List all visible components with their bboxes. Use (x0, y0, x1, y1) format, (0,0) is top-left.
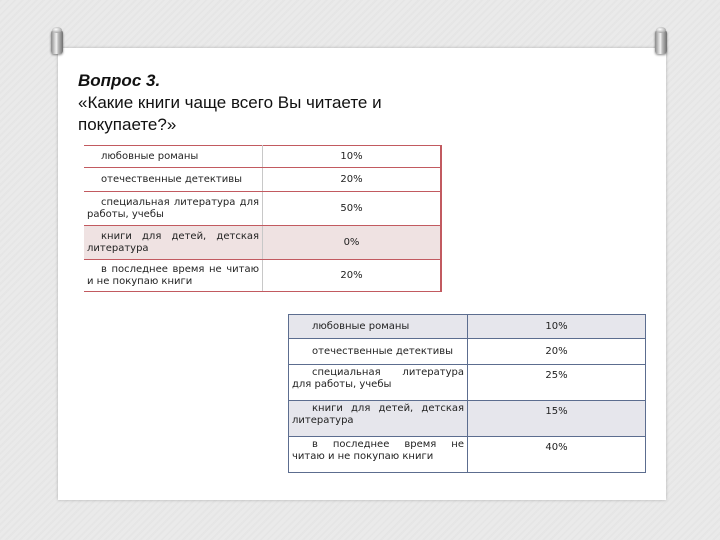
table-cell-label: специальная литература для работы, учебы (84, 192, 263, 226)
question-number: Вопрос 3. (78, 71, 161, 90)
table-cell-value: 10% (263, 146, 442, 168)
table-cell-value: 25% (468, 365, 646, 401)
table-cell-label: любовные романы (84, 146, 263, 168)
table-row (289, 339, 646, 365)
table-cell-label: книги для детей, детская литература (289, 401, 468, 437)
table-cell-label: книги для детей, детская литература (84, 226, 263, 260)
table-row (84, 226, 441, 260)
table-row (289, 401, 646, 437)
table-cell-value: 40% (468, 437, 646, 473)
question-text: «Какие книги чаще всего Вы читаете и покупаете?» (78, 93, 382, 134)
slide-title (78, 70, 458, 136)
table-cell-value: 20% (263, 168, 442, 192)
table-cell-label: в последнее время не читаю и не покупаю книги (289, 437, 468, 473)
table-row (289, 437, 646, 473)
table-cell-label: отечественные детективы (84, 168, 263, 192)
table-row (84, 192, 441, 226)
table-row (289, 315, 646, 339)
table-cell-value: 50% (263, 192, 442, 226)
table-cell-value: 20% (468, 339, 646, 365)
table-cell-label: любовные романы (289, 315, 468, 339)
pin-icon (655, 30, 667, 54)
survey-table-1 (84, 145, 442, 292)
table-row (84, 146, 441, 168)
pin-icon (51, 30, 63, 54)
table-row (289, 365, 646, 401)
survey-table-2 (288, 314, 646, 473)
table-cell-label: специальная литература для работы, учебы (289, 365, 468, 401)
table-cell-label: в последнее время не читаю и не покупаю книги (84, 260, 263, 292)
table-row (84, 168, 441, 192)
table-cell-label: отечественные детективы (289, 339, 468, 365)
table-cell-value: 20% (263, 260, 442, 292)
table-row (84, 260, 441, 292)
table-cell-value: 15% (468, 401, 646, 437)
table-cell-value: 10% (468, 315, 646, 339)
table-cell-value: 0% (263, 226, 442, 260)
